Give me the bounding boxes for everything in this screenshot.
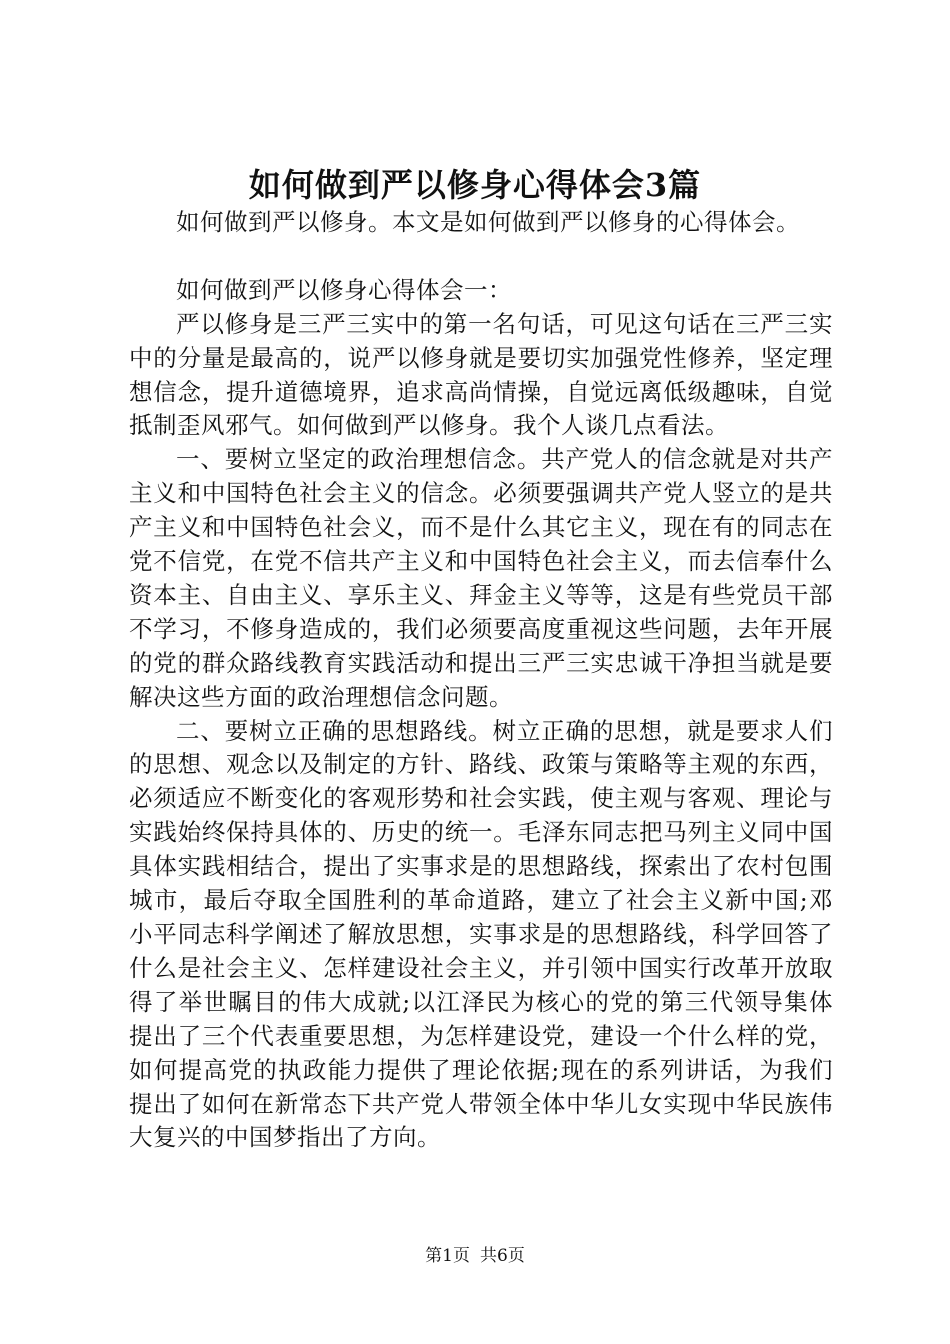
body-paragraph: 严以修身是三严三实中的第一名句话，可见这句话在三严三实中的分量是最高的，说严以修身就是要切实加强党性修养，坚定理想信念，提升道德境界，追求高尚情操，自觉远离低级趣味，自觉抵制歪风邪气。如何做到严以修身。我个人谈几点看法。 [129,309,833,440]
page-total: 共6页 [480,1246,525,1266]
page-footer [0,1241,950,1266]
blank-line [129,240,833,274]
page-number: 第1页 [425,1246,470,1266]
document-body [129,206,833,1155]
document-title: 如何做到严以修身心得体会3篇 [248,166,702,204]
body-paragraph: 一、要树立坚定的政治理想信念。共产党人的信念就是对共产主义和中国特色社会主义的信念。必须要强调共产党人竖立的是共产主义和中国特色社会义，而不是什么其它主义，现在有的同志在党不信党，在党不信共产主义和中国特色社会主义，而去信奉什么资本主、自由主义、享乐主义、拜金主义等等，这是有些党员干部不学习，不修身造成的，我们必须要高度重视这些问题，去年开展的党的群众路线教育实践活动和提出三严三实忠诚干净担当就是要解决这些方面的政治理想信念问题。 [129,445,833,711]
section-heading: 如何做到严以修身心得体会一： [176,275,512,304]
body-paragraph: 二、要树立正确的思想路线。树立正确的思想，就是要求人们的思想、观念以及制定的方针、路线、政策与策略等主观的东西，必须适应不断变化的客观形势和社会实践，使主观与客观、理论与实践始终保持具体的、历史的统一。毛泽东同志把马列主义同中国具体实践相结合，提出了实事求是的思想路线，探索出了农村包围城市，最后夺取全国胜利的革命道路，建立了社会主义新中国;邓小平同志科学阐述了解放思想，实事求是的思想路线，科学回答了什么是社会主义、怎样建设社会主义，并引领中国实行改革开放取得了举世瞩目的伟大成就;以江泽民为核心的党的第三代领导集体提出了三个代表重要思想，为怎样建设党，建设一个什么样的党，如何提高党的执政能力提供了理论依据;现在的系列讲话，为我们提出了如何在新常态下共产党人带领全体中华儿女实现中华民族伟大复兴的中国梦指出了方向。 [129,716,833,1152]
intro-paragraph: 如何做到严以修身。本文是如何做到严以修身的心得体会。 [176,208,800,236]
